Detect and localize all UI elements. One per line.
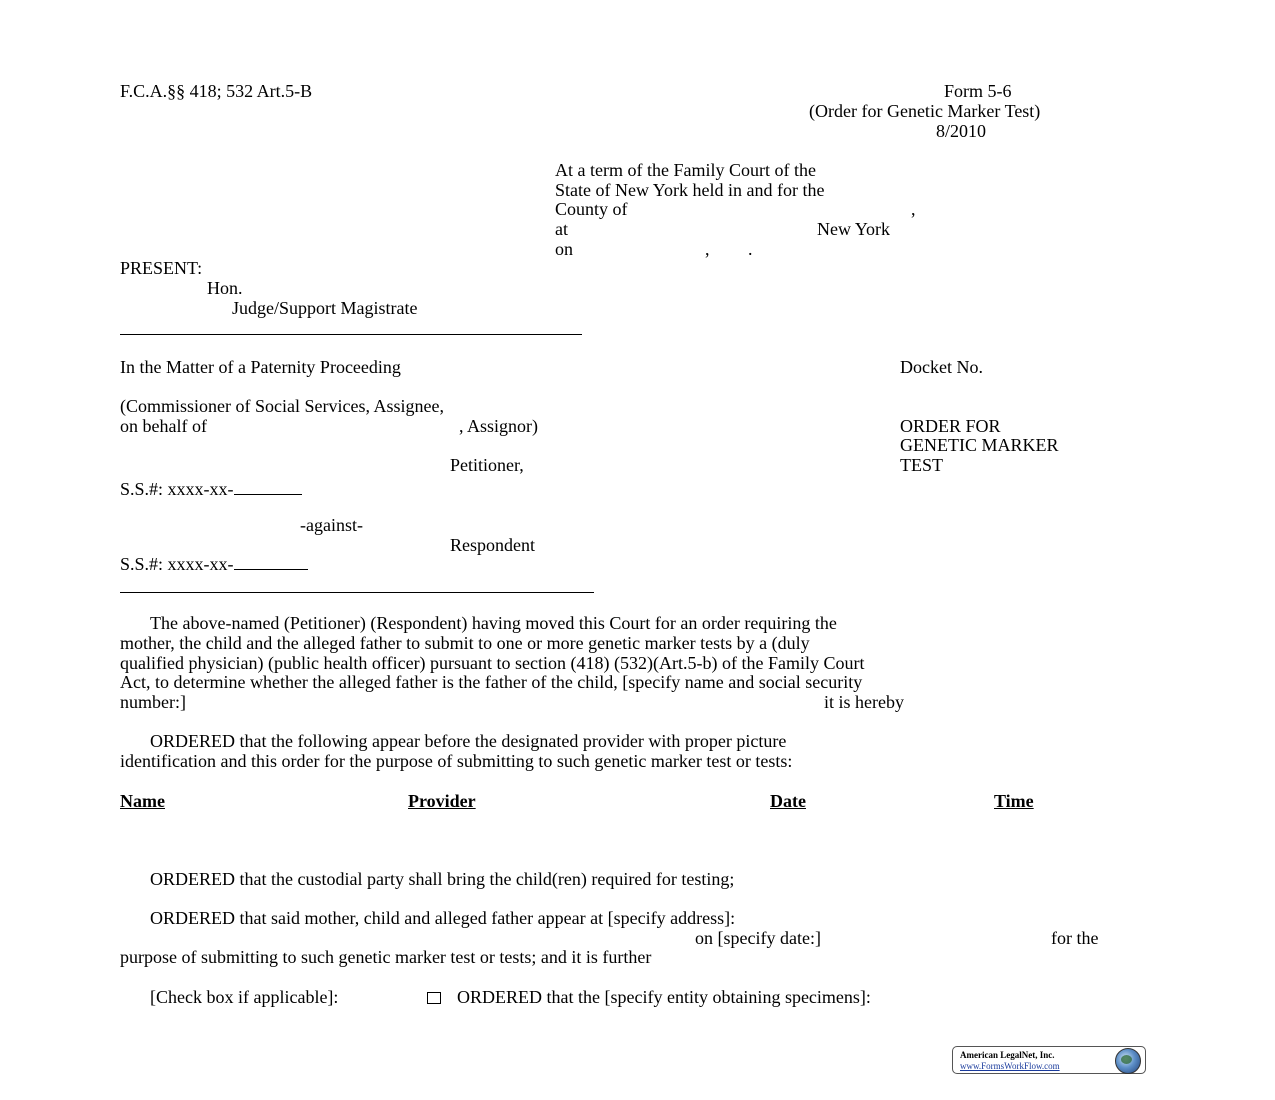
- statute-reference: F.C.A.§§ 418; 532 Art.5-B: [120, 81, 313, 101]
- docket-label: Docket No.: [900, 357, 983, 377]
- table-header-time: Time: [994, 791, 1034, 811]
- state-label: New York: [817, 219, 891, 239]
- order-title-line-2: GENETIC MARKER: [900, 435, 1059, 455]
- para1-line-4: Act, to determine whether the alleged father is the father of the child, [specify name and social security: [120, 672, 863, 692]
- form-title: (Order for Genetic Marker Test): [809, 101, 1041, 121]
- petitioner-ssn-label: S.S.#: xxxx-xx-: [120, 479, 234, 499]
- logo-url[interactable]: www.FormsWorkFlow.com: [960, 1061, 1060, 1071]
- respondent-ssn-label: S.S.#: xxxx-xx-: [120, 554, 234, 574]
- respondent-label: Respondent: [450, 535, 535, 555]
- form-date: 8/2010: [936, 121, 987, 141]
- against-label: -against-: [300, 515, 363, 535]
- petitioner-label: Petitioner,: [450, 455, 524, 475]
- present-label: PRESENT:: [120, 258, 203, 278]
- para1-line-1: The above-named (Petitioner) (Respondent) having moved this Court for an order requiring the: [150, 613, 837, 633]
- american-legalnet-logo[interactable]: [952, 1046, 1146, 1074]
- petitioner-ssn-blank: [234, 479, 302, 495]
- order-title-line-1: ORDER FOR: [900, 416, 1001, 436]
- on-label: on: [555, 239, 573, 259]
- court-term-line-2: State of New York held in and for the: [555, 180, 825, 200]
- assignor-label: , Assignor): [459, 416, 539, 436]
- matter-title: In the Matter of a Paternity Proceeding: [120, 357, 401, 377]
- para2-line-2: identification and this order for the purpose of submitting to such genetic marker test or tests:: [120, 751, 793, 771]
- form-number: Form 5-6: [944, 81, 1012, 101]
- table-header-date: Date: [770, 791, 806, 811]
- petitioner-ssn: [120, 479, 302, 499]
- date-period: .: [748, 239, 753, 259]
- para1-line-5b: it is hereby: [824, 692, 904, 712]
- county-label: County of: [555, 199, 628, 219]
- respondent-ssn: [120, 554, 308, 574]
- on-behalf-label: on behalf of: [120, 416, 207, 436]
- para1-line-5a: number:]: [120, 692, 186, 712]
- at-label: at: [555, 219, 568, 239]
- para1-line-3: qualified physician) (public health officer) pursuant to section (418) (532)(Art.5-b) of the Family Court: [120, 653, 865, 673]
- county-comma: ,: [911, 199, 916, 219]
- applicable-checkbox[interactable]: [427, 992, 441, 1004]
- commissioner-line: (Commissioner of Social Services, Assignee,: [120, 396, 444, 416]
- hon-label: Hon.: [207, 278, 243, 298]
- para3-line: ORDERED that the custodial party shall bring the child(ren) required for testing;: [150, 869, 735, 889]
- para4-line-2a: on [specify date:]: [695, 928, 821, 948]
- caption-top-rule: [120, 334, 582, 335]
- para4-line-3: purpose of submitting to such genetic marker test or tests; and it is further: [120, 947, 652, 967]
- table-header-provider: Provider: [408, 791, 476, 811]
- para4-line-1: ORDERED that said mother, child and alleged father appear at [specify address]:: [150, 908, 736, 928]
- para4-line-2b: for the: [1051, 928, 1099, 948]
- para5-order-text: ORDERED that the [specify entity obtaining specimens]:: [457, 987, 871, 1007]
- para5-check-label: [Check box if applicable]:: [150, 987, 339, 1007]
- judge-label: Judge/Support Magistrate: [232, 298, 418, 318]
- logo-company: American LegalNet, Inc.: [960, 1050, 1055, 1060]
- table-header-name: Name: [120, 791, 165, 811]
- para2-line-1: ORDERED that the following appear before the designated provider with proper picture: [150, 731, 787, 751]
- court-term-line-1: At a term of the Family Court of the: [555, 160, 816, 180]
- date-comma: ,: [705, 239, 710, 259]
- globe-icon: [1115, 1048, 1141, 1074]
- order-title-line-3: TEST: [900, 455, 943, 475]
- caption-bottom-rule: [120, 592, 594, 593]
- respondent-ssn-blank: [234, 554, 308, 570]
- para1-line-2: mother, the child and the alleged father to submit to one or more genetic marker tests by a (duly: [120, 633, 810, 653]
